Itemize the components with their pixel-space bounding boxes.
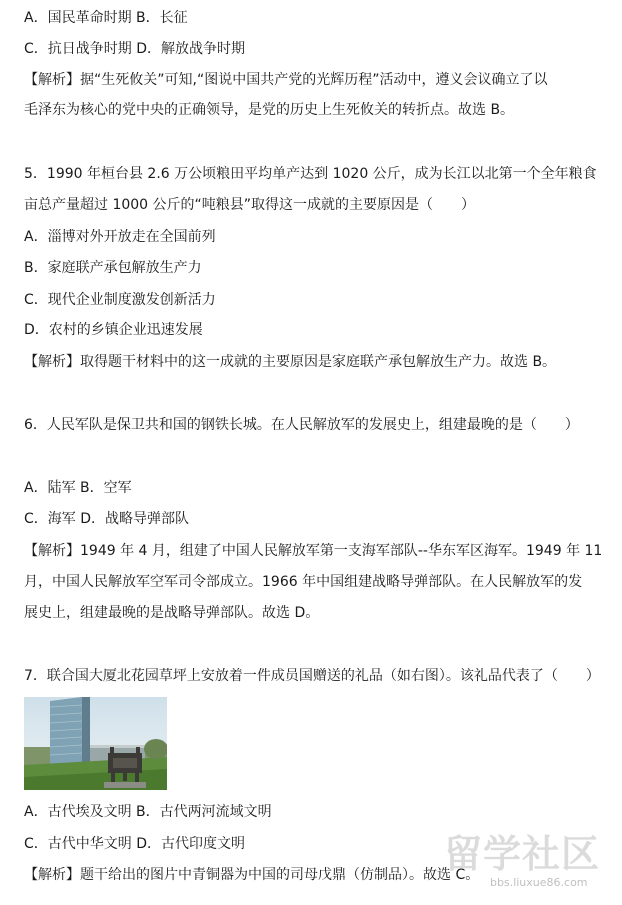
question-line: 7．联合国大厦北花园草坪上安放着一件成员国赠送的礼品（如右图）。该礼品代表了（ ）	[24, 668, 600, 684]
analysis-line: 【解析】据“生死攸关”可知,“图说中国共产党的光辉历程”活动中，遵义会议确立了以	[24, 72, 548, 88]
option-line: C．抗日战争时期 D．解放战争时期	[24, 41, 246, 57]
question-line: 6．人民军队是保卫共和国的钢铁长城。在人民解放军的发展史上，组建最晚的是（ ）	[24, 417, 579, 433]
watermark-logo-text: 留学社区	[444, 832, 601, 876]
analysis-line: 月，中国人民解放军空军司令部成立。1966 年中国组建战略导弹部队。在人民解放军的发	[24, 574, 583, 590]
analysis-line: 【解析】取得题干材料中的这一成就的主要原因是家庭联产承包解放生产力。故选 B。	[24, 354, 557, 370]
site-watermark	[430, 832, 620, 896]
option-line: A．国民革命时期 B．长征	[24, 10, 188, 26]
option-line: C．海军 D．战略导弹部队	[24, 511, 190, 527]
option-line: A．古代埃及文明 B．古代两河流域文明	[24, 804, 272, 820]
watermark-url: bbs.liuxue86.com	[490, 876, 588, 889]
analysis-line: 【解析】题干给出的图片中青铜器为中国的司母戊鼎（仿制品）。故选 C。	[24, 867, 480, 883]
un-building-photo	[24, 697, 167, 790]
analysis-line: 毛泽东为核心的党中央的正确领导，是党的历史上生死攸关的转折点。故选 B。	[24, 102, 515, 118]
option-line: A．淄博对外开放走在全国前列	[24, 229, 216, 245]
question-line: 5．1990 年桓台县 2.6 万公顷粮田平均单产达到 1020 公斤，成为长江以北第一个全年粮食	[24, 166, 597, 182]
analysis-line: 展史上，组建最晚的是战略导弹部队。故选 D。	[24, 605, 320, 621]
option-line: C．古代中华文明 D．古代印度文明	[24, 836, 246, 852]
analysis-line: 【解析】1949 年 4 月，组建了中国人民解放军第一支海军部队--华东军区海军。1949 年 11	[24, 543, 603, 559]
option-line: C．现代企业制度激发创新活力	[24, 292, 216, 308]
question-line: 亩总产量超过 1000 公斤的“吨粮县”取得这一成就的主要原因是（ ）	[24, 197, 476, 213]
option-line: A．陆军 B．空军	[24, 480, 132, 496]
option-line: B．家庭联产承包解放生产力	[24, 260, 202, 276]
option-line: D．农村的乡镇企业迅速发展	[24, 322, 203, 338]
